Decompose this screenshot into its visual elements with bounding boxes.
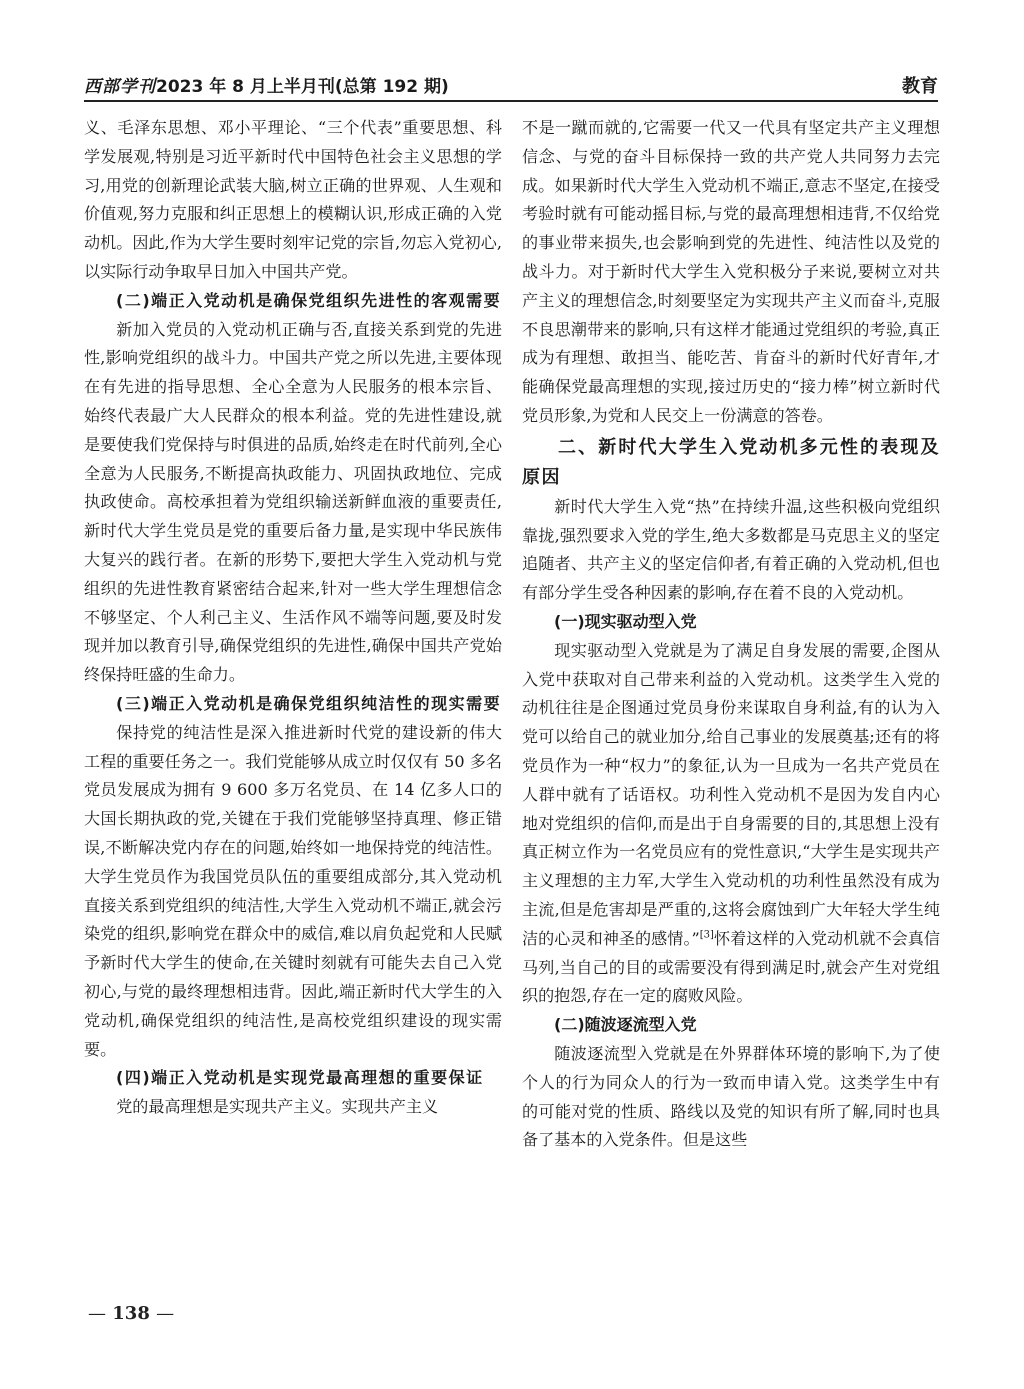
section-heading: 二、新时代大学生入党动机多元性的表现及原因 (522, 436, 940, 488)
footer-dash: — (88, 1303, 106, 1324)
paragraph-text: 怀着这样的入党动机就不会真信马列,当自己的目的或需要没有得到满足时,就会产生对党组织的抱怨,存在一定的腐败风险。 (522, 928, 940, 1006)
section-label: 教育 (902, 76, 938, 97)
citation-marker: [3] (699, 929, 714, 941)
paragraph (522, 637, 940, 1011)
journal-issue-line (84, 72, 449, 97)
paragraph-text: 现实驱动型入党就是为了满足自身发展的需要,企图从入党中获取对自己带来利益的入党动机。这类学生入党的动机往往是企图通过党员身份来谋取自身利益,有的认为入党可以给自己的就业加分,给自己事业的发展奠基;还有的将党员作为一种“权力”的象征,认为一旦成为一名共产党员在人群中就有了话语权。功利性入党动机不是因为发自内心地对党组织的信仰,而是出于自身需要的目的,其思想上没有真正树立作为一名党员应有的党性意识,“大学生是实现共产主义理想的主力军,大学生入党动机的功利性虽然没有成为主流,但是危害却是严重的,这将会腐蚀到广大年轻大学生纯洁的心灵和神圣的感情。” (522, 640, 940, 948)
subsection-heading: (四)端正入党动机是实现党最高理想的重要保证 (116, 1068, 484, 1088)
page-footer (88, 1303, 174, 1324)
page-number: 138 (112, 1303, 150, 1324)
paragraph: 党的最高理想是实现共产主义。实现共产主义 (116, 1097, 439, 1117)
subsection-heading: (一)现实驱动型入党 (554, 611, 697, 631)
subsection-heading: (二)端正入党动机是确保党组织先进性的客观需要 (116, 290, 502, 310)
subsection-heading: (二)随波逐流型入党 (554, 1015, 697, 1035)
footer-dash: — (156, 1303, 175, 1324)
paragraph: 义、毛泽东思想、邓小平理论、“三个代表”重要思想、科学发展观,特别是习近平新时代中国特色社会主义思想的学习,用党的创新理论武装大脑,树立正确的世界观、人生观和价值观,努力克服和纠正思想上的模糊认识,形成正确的入党动机。因此,作为大学生要时刻牢记党的宗旨,勿忘入党初心,以实际行动争取早日加入中国共产党。 (84, 118, 502, 281)
journal-logo: 西部学刊 (84, 77, 156, 97)
paragraph: 新加入党员的入党动机正确与否,直接关系到党的先进性,影响党组织的战斗力。中国共产党之所以先进,主要体现在有先进的指导思想、全心全意为人民服务的根本宗旨、始终代表最广大人民群众的根本利益。党的先进性建设,就是要使我们党保持与时俱进的品质,始终走在时代前列,全心全意为人民服务,不断提高执政能力、巩固执政地位、完成执政使命。高校承担着为党组织输送新鲜血液的重要责任,新时代大学生党员是党的重要后备力量,是实现中华民族伟大复兴的践行者。在新的形势下,要把大学生入党动机与党组织的先进性教育紧密结合起来,针对一些大学生理想信念不够坚定、个人利己主义、生活作风不端等问题,要及时发现并加以教育引导,确保党组织的先进性,确保中国共产党始终保持旺盛的生命力。 (84, 319, 502, 685)
paragraph: 随波逐流型入党就是在外界群体环境的影响下,为了使个人的行为同众人的行为一致而申请入党。这类学生中有的可能对党的性质、路线以及党的知识有所了解,同时也具备了基本的入党条件。但是这些 (522, 1043, 940, 1150)
paragraph: 不是一蹴而就的,它需要一代又一代具有坚定共产主义理想信念、与党的奋斗目标保持一致的共产党人共同努力去完成。如果新时代大学生入党动机不端正,意志不坚定,在接受考验时就有可能动摇目标,与党的最高理想相违背,不仅给党的事业带来损失,也会影响到党的先进性、纯洁性以及党的战斗力。对于新时代大学生入党积极分子来说,要树立对共产主义的理想信念,时刻要坚定为实现共产主义而奋斗,克服不良思潮带来的影响,只有这样才能通过党组织的考验,真正成为有理想、敢担当、能吃苦、肯奋斗的新时代好青年,才能确保党最高理想的实现,接过历史的“接力棒”树立新时代党员形象,为党和人民交上一份满意的答卷。 (522, 118, 940, 425)
paragraph: 保持党的纯洁性是深入推进新时代党的建设新的伟大工程的重要任务之一。我们党能够从成立时仅仅有 50 多名党员发展成为拥有 9 600 多万名党员、在 14 亿多人口的大国长期执政的党,关键在于我们党能够坚持真理、修正错误,不断解决党内存在的问题,始终如一地保持党的纯洁性。大学生党员作为我国党员队伍的重要组成部分,其入党动机直接关系到党组织的纯洁性,大学生入党动机不端正,就会污染党的组织,影响党在群众中的威信,难以肩负起党和人民赋予新时代大学生的使命,在关键时刻就有可能失去自己入党初心,与党的最终理想相违背。因此,端正新时代大学生的入党动机,确保党组织的纯洁性,是高校党组织建设的现实需要。 (84, 722, 502, 1059)
subsection-heading: (三)端正入党动机是确保党组织纯洁性的现实需要 (116, 693, 502, 713)
left-column (84, 114, 502, 1122)
issue-info: 2023 年 8 月上半月刊(总第 192 期) (156, 77, 449, 97)
right-column (522, 114, 940, 1155)
page-header (84, 70, 938, 102)
paragraph: 新时代大学生入党“热”在持续升温,这些积极向党组织靠拢,强烈要求入党的学生,绝大多数都是马克思主义的坚定追随者、共产主义的坚定信仰者,有着正确的入党动机,但也有部分学生受各种因素的影响,存在着不良的入党动机。 (522, 496, 940, 603)
